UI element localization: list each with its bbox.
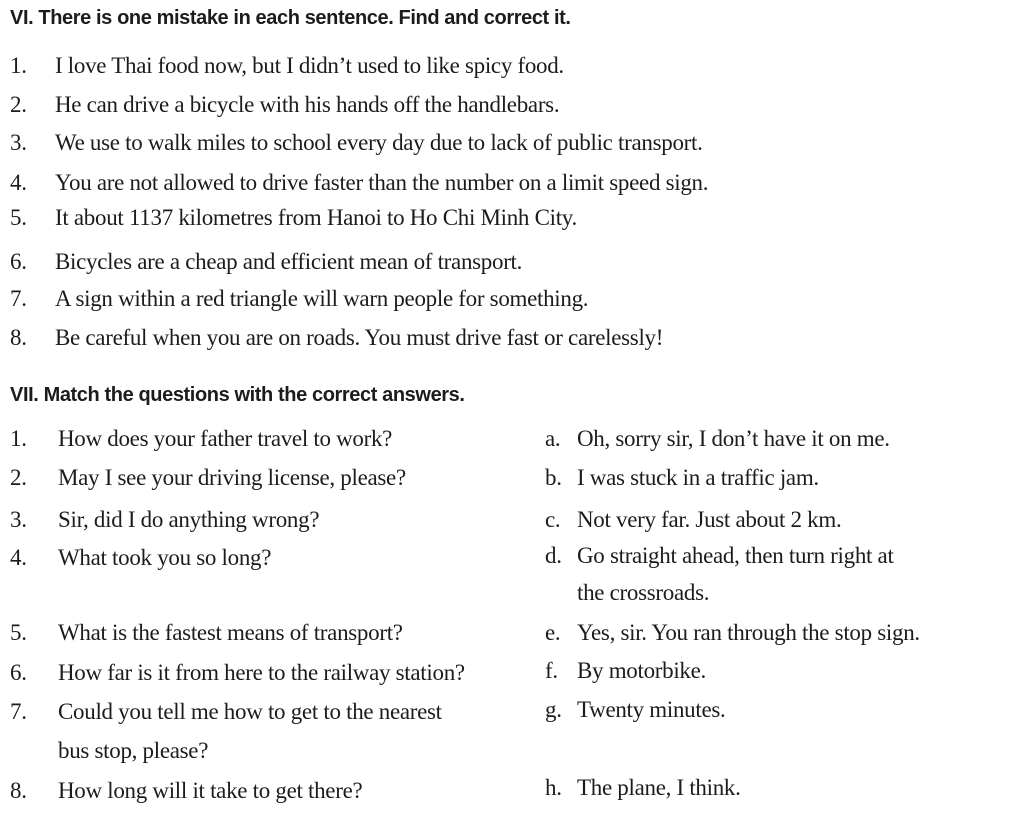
answer-letter: e.	[545, 620, 561, 645]
question-text: How far is it from here to the railway station?	[58, 660, 465, 685]
item-number: 4.	[10, 170, 27, 195]
answer-text: I was stuck in a traffic jam.	[577, 465, 819, 490]
answer-text: Not very far. Just about 2 km.	[577, 507, 842, 532]
question-text: May I see your driving license, please?	[58, 465, 406, 490]
item-number: 3.	[10, 130, 27, 155]
sentence-text: We use to walk miles to school every day due to lack of public transport.	[55, 130, 703, 155]
sentence-text: A sign within a red triangle will warn people for something.	[55, 286, 589, 311]
section-vi-heading: VI. There is one mistake in each sentence. Find and correct it.	[10, 7, 571, 29]
section-vii-heading: VII. Match the questions with the correct answers.	[10, 384, 465, 406]
question-number: 5.	[10, 620, 27, 645]
sentence-text: I love Thai food now, but I didn’t used to like spicy food.	[55, 53, 564, 78]
item-number: 2.	[10, 92, 27, 117]
question-number: 3.	[10, 507, 27, 532]
question-number: 7.	[10, 699, 27, 724]
item-number: 6.	[10, 249, 27, 274]
question-number: 2.	[10, 465, 27, 490]
question-number: 6.	[10, 660, 27, 685]
question-text: How does your father travel to work?	[58, 426, 393, 451]
answer-letter: a.	[545, 426, 561, 451]
item-number: 7.	[10, 286, 27, 311]
question-text: Sir, did I do anything wrong?	[58, 507, 320, 532]
item-number: 5.	[10, 205, 27, 230]
question-text: Could you tell me how to get to the nearest	[58, 699, 442, 724]
answer-text: Oh, sorry sir, I don’t have it on me.	[577, 426, 890, 451]
answer-text: Yes, sir. You ran through the stop sign.	[577, 620, 920, 645]
answer-text-continued: the crossroads.	[577, 580, 710, 605]
sentence-text: You are not allowed to drive faster than the number on a limit speed sign.	[55, 170, 709, 195]
answer-letter: c.	[545, 507, 561, 532]
question-text: What took you so long?	[58, 545, 272, 570]
item-number: 1.	[10, 53, 27, 78]
answer-letter: f.	[545, 658, 558, 683]
answer-letter: b.	[545, 465, 562, 490]
question-text-continued: bus stop, please?	[58, 738, 209, 763]
answer-letter: g.	[545, 697, 562, 722]
answer-text: Twenty minutes.	[577, 697, 726, 722]
sentence-text: Bicycles are a cheap and efficient mean of transport.	[55, 249, 523, 274]
question-number: 4.	[10, 545, 27, 570]
sentence-text: Be careful when you are on roads. You must drive fast or carelessly!	[55, 325, 664, 350]
item-number: 8.	[10, 325, 27, 350]
answer-letter: h.	[545, 775, 562, 800]
question-text: How long will it take to get there?	[58, 778, 363, 803]
sentence-text: He can drive a bicycle with his hands off the handlebars.	[55, 92, 560, 117]
question-text: What is the fastest means of transport?	[58, 620, 403, 645]
question-number: 1.	[10, 426, 27, 451]
question-number: 8.	[10, 778, 27, 803]
answer-text: By motorbike.	[577, 658, 706, 683]
answer-text: The plane, I think.	[577, 775, 741, 800]
answer-letter: d.	[545, 543, 562, 568]
answer-text: Go straight ahead, then turn right at	[577, 543, 894, 568]
sentence-text: It about 1137 kilometres from Hanoi to Ho Chi Minh City.	[55, 205, 577, 230]
